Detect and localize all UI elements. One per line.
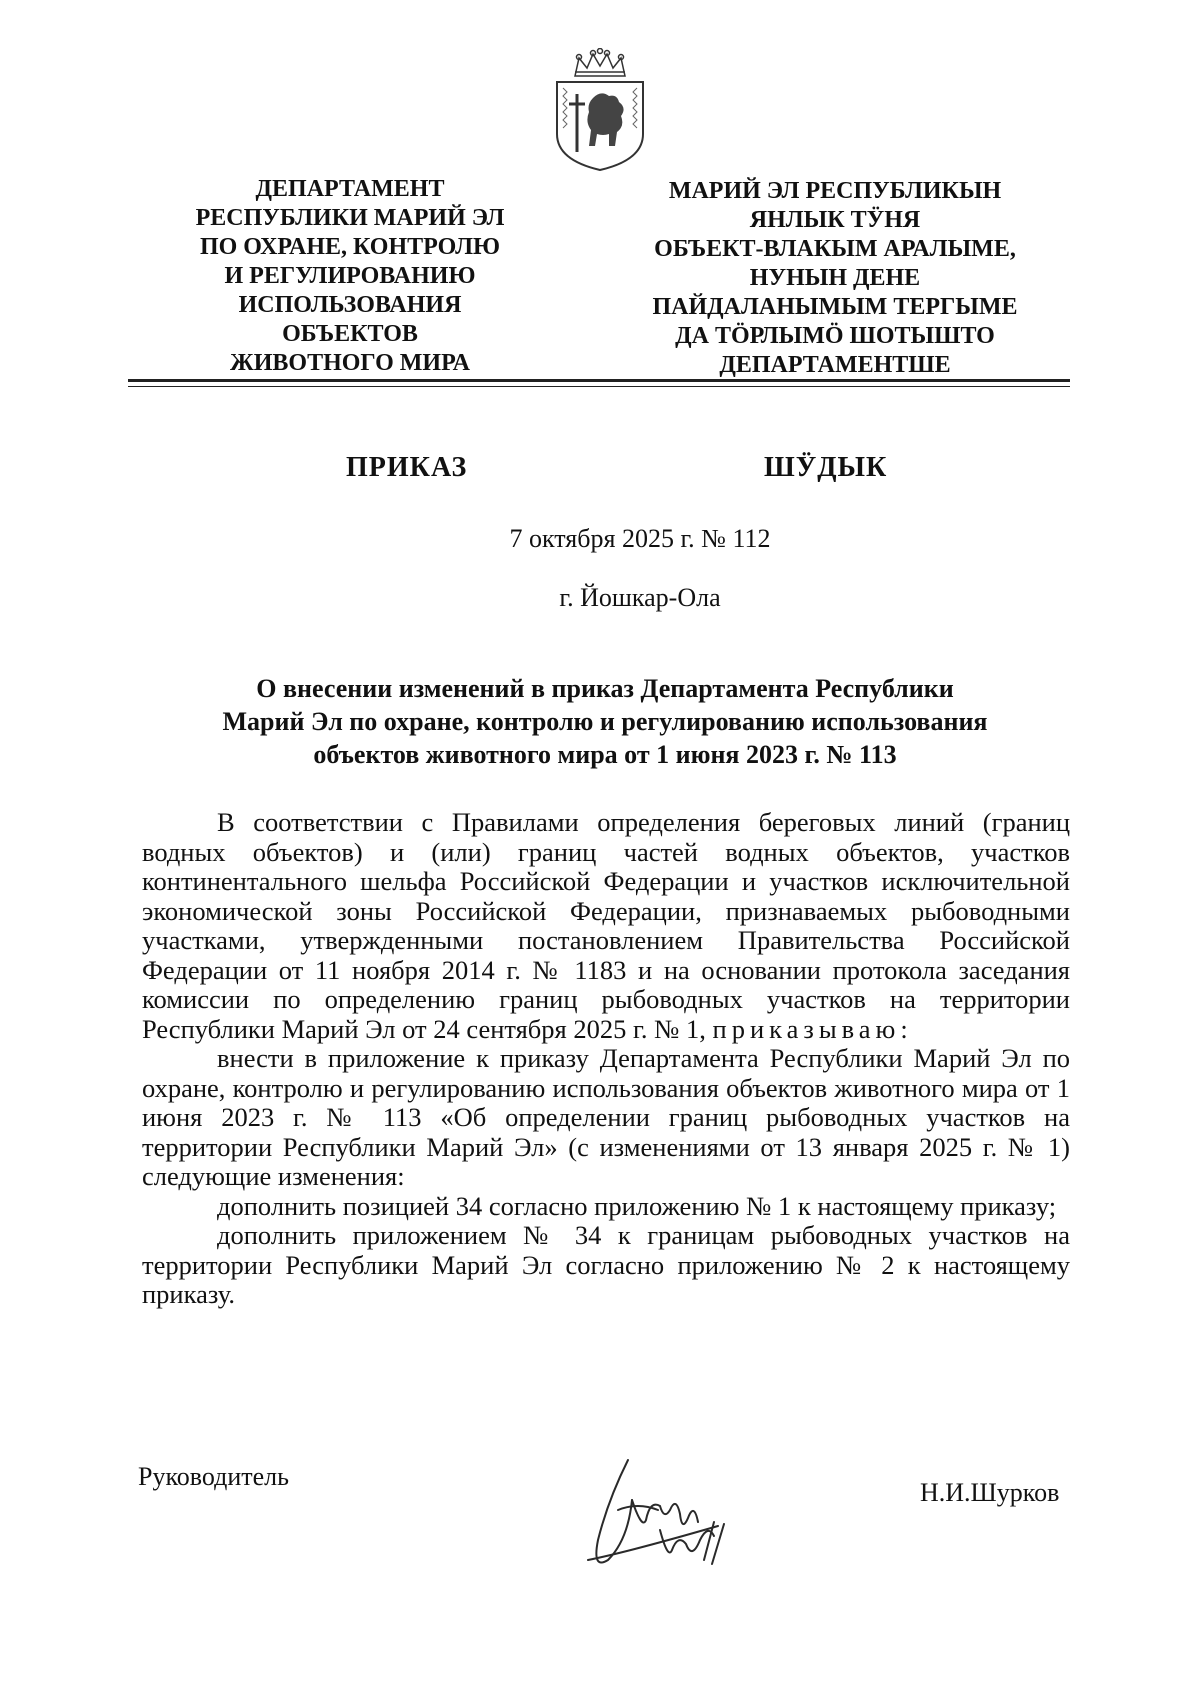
dept-ru-line: ДЕПАРТАМЕНТ [255,176,445,202]
coat-of-arms-icon [545,48,655,172]
subject-line: объектов животного мира от 1 июня 2023 г. № 113 [313,740,897,769]
doc-type-mari: ШӰДЫК [764,452,888,483]
dept-ru-line: ОБЪЕКТОВ [282,321,418,347]
body-paragraph-amend: внести в приложение к приказу Департамента Республики Марий Эл по охране, контролю и регулированию использования объектов животного мира от 1 июня 2023 г. № 113 «Об определении границ рыбоводных участков на территории Республики Марий Эл» (с изменениями от 13 января 2025 г. № 1) следующие изменения: [142,1043,1070,1191]
subject-line: Марий Эл по охране, контролю и регулированию использования [222,707,988,736]
body-paragraph-basis [142,808,1070,1044]
header-divider-thick [128,379,1070,382]
signatory-role: Руководитель [138,1462,289,1491]
order-word: приказываю: [712,1013,913,1044]
document-date-number: 7 октября 2025 г. № 112 [509,524,771,553]
document-body [142,808,1070,1310]
dept-mari-line: ДА ТӦРЛЫМӦ ШОТЫШТО [675,323,995,349]
body-paragraph-appendix: дополнить приложением № 34 к границам рыбоводных участков на территории Республики Марий Эл согласно приложению № 2 к настоящему приказу. [142,1220,1070,1309]
dept-mari-line: НУНЫН ДЕНЕ [749,265,921,291]
dept-ru-line: И РЕГУЛИРОВАНИЮ [224,263,476,289]
header-divider-thin [128,386,1070,387]
document-city: г. Йошкар-Ола [559,583,721,612]
dept-mari-line: ОБЪЕКТ-ВЛАКЫМ АРАЛЫМЕ, [654,236,1016,262]
dept-ru-line: ЖИВОТНОГО МИРА [230,350,470,376]
dept-mari-line: МАРИЙ ЭЛ РЕСПУБЛИКЫН [668,178,1002,204]
dept-ru-line: ПО ОХРАНЕ, КОНТРОЛЮ [199,234,501,260]
dept-mari-line: ДЕПАРТАМЕНТШЕ [719,352,951,378]
basis-text: В соответствии с Правилами определения береговых линий (границ водных объектов) и (или) границ частей водных объектов, участков континентального шельфа Российской Федерации и участков исключительной экономической зоны Российской Федерации, признаваемых рыбоводными участками, утвержденными постановлением Правительства Российской Федерации от 11 ноября 2014 г. № 1183 и на основании протокола заседания комиссии по определению границ рыбоводных участков на территории Республики Марий Эл от 24 сентября 2025 г. № 1, [142,807,1070,1044]
document-subject [140,672,1070,771]
doc-type-russian: ПРИКАЗ [346,452,468,483]
dept-mari-line: ПАЙДАЛАНЫМЫМ ТЕРГЫМЕ [652,294,1018,320]
dept-mari-line: ЯНЛЫК ТӰНЯ [749,207,921,233]
department-name-mari [635,177,1035,380]
dept-ru-line: РЕСПУБЛИКИ МАРИЙ ЭЛ [195,205,505,231]
subject-line: О внесении изменений в приказ Департамента Республики [256,674,954,703]
department-name-russian [175,175,525,378]
body-paragraph-position: дополнить позицией 34 согласно приложению № 1 к настоящему приказу; [217,1190,1057,1221]
signatory-name: Н.И.Шурков [920,1478,1060,1507]
dept-ru-line: ИСПОЛЬЗОВАНИЯ [238,292,462,318]
handwritten-signature [568,1440,758,1590]
